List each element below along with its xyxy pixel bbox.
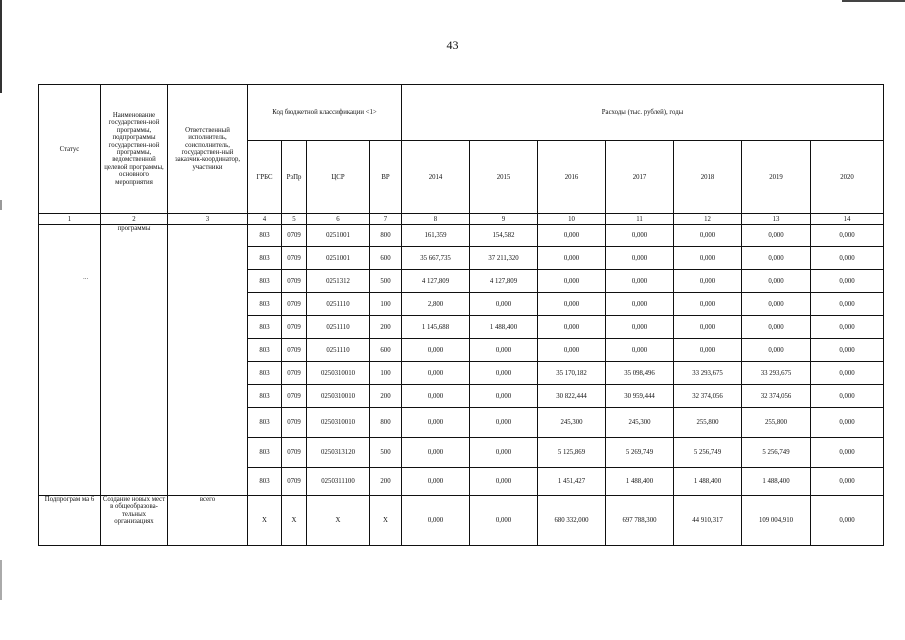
expense-value-2019: 0,000 bbox=[742, 225, 811, 247]
expense-value-2014: 0,000 bbox=[402, 362, 470, 385]
column-number: 5 bbox=[282, 214, 307, 225]
column-number: 13 bbox=[742, 214, 811, 225]
expense-value-2014: 0,000 bbox=[402, 468, 470, 496]
header-grbs: ГРБС bbox=[248, 141, 282, 214]
rzpr-cell: 0709 bbox=[282, 247, 307, 270]
expense-value-2014: 2,800 bbox=[402, 293, 470, 316]
row-status-cell bbox=[39, 225, 101, 496]
rzpr-cell: 0709 bbox=[282, 385, 307, 408]
expense-value-2018: 33 293,675 bbox=[674, 362, 742, 385]
row-name-cell: программы bbox=[101, 225, 168, 496]
expense-value-2019: 109 004,910 bbox=[742, 496, 811, 546]
expense-value-2016: 0,000 bbox=[538, 270, 606, 293]
csr-cell: 0250310010 bbox=[307, 362, 370, 385]
subprogram-row bbox=[39, 496, 884, 546]
grbs-cell: 803 bbox=[248, 408, 282, 438]
expense-value-2014: 0,000 bbox=[402, 438, 470, 468]
expense-value-2017: 5 269,749 bbox=[606, 438, 674, 468]
expense-value-2020: 0,000 bbox=[811, 316, 884, 339]
page-number: 43 bbox=[446, 38, 459, 52]
expense-value-2020: 0,000 bbox=[811, 293, 884, 316]
csr-cell: 0251312 bbox=[307, 270, 370, 293]
column-number-row bbox=[39, 214, 884, 225]
column-number: 1 bbox=[39, 214, 101, 225]
column-number: 14 bbox=[811, 214, 884, 225]
budget-expenses-table bbox=[38, 84, 884, 546]
grbs-cell: 803 bbox=[248, 316, 282, 339]
table-row bbox=[39, 225, 884, 247]
expense-value-2019: 0,000 bbox=[742, 339, 811, 362]
expense-value-2020: 0,000 bbox=[811, 438, 884, 468]
vr-cell: 600 bbox=[370, 339, 402, 362]
expense-value-2017: 30 959,444 bbox=[606, 385, 674, 408]
expense-value-2020: 0,000 bbox=[811, 362, 884, 385]
grbs-cell: 803 bbox=[248, 339, 282, 362]
expense-value-2019: 5 256,749 bbox=[742, 438, 811, 468]
rzpr-cell: 0709 bbox=[282, 468, 307, 496]
expense-value-2016: 1 451,427 bbox=[538, 468, 606, 496]
expense-value-2017: 697 788,300 bbox=[606, 496, 674, 546]
header-year-2018: 2018 bbox=[674, 141, 742, 214]
expense-value-2015: 0,000 bbox=[470, 408, 538, 438]
vr-cell: 200 bbox=[370, 316, 402, 339]
expense-value-2015: 0,000 bbox=[470, 293, 538, 316]
grbs-cell: Х bbox=[248, 496, 282, 546]
expense-value-2017: 0,000 bbox=[606, 247, 674, 270]
expense-value-2014: 161,359 bbox=[402, 225, 470, 247]
expense-value-2015: 0,000 bbox=[470, 496, 538, 546]
vr-cell: 600 bbox=[370, 247, 402, 270]
expense-value-2016: 245,300 bbox=[538, 408, 606, 438]
rzpr-cell: 0709 bbox=[282, 438, 307, 468]
expense-value-2015: 37 211,320 bbox=[470, 247, 538, 270]
csr-cell: 0250311100 bbox=[307, 468, 370, 496]
header-rzpr: РзПр bbox=[282, 141, 307, 214]
column-number: 9 bbox=[470, 214, 538, 225]
expense-value-2017: 35 098,496 bbox=[606, 362, 674, 385]
vr-cell: Х bbox=[370, 496, 402, 546]
expense-value-2015: 4 127,809 bbox=[470, 270, 538, 293]
expense-value-2016: 0,000 bbox=[538, 316, 606, 339]
expense-value-2015: 0,000 bbox=[470, 468, 538, 496]
expense-value-2018: 1 488,400 bbox=[674, 468, 742, 496]
expense-value-2017: 0,000 bbox=[606, 225, 674, 247]
header-budget-code: Код бюджетной классификации <1> bbox=[248, 85, 402, 141]
grbs-cell: 803 bbox=[248, 270, 282, 293]
expense-value-2018: 0,000 bbox=[674, 247, 742, 270]
expense-value-2019: 0,000 bbox=[742, 270, 811, 293]
rzpr-cell: 0709 bbox=[282, 362, 307, 385]
expense-value-2016: 680 332,000 bbox=[538, 496, 606, 546]
column-number: 6 bbox=[307, 214, 370, 225]
csr-cell: 0250310010 bbox=[307, 385, 370, 408]
header-year-2016: 2016 bbox=[538, 141, 606, 214]
expense-value-2017: 0,000 bbox=[606, 316, 674, 339]
expense-value-2014: 1 145,688 bbox=[402, 316, 470, 339]
vr-cell: 800 bbox=[370, 225, 402, 247]
subprogram-name-cell: Создание новых мест в общеобразова-тельных организациях bbox=[101, 496, 168, 546]
expense-value-2018: 5 256,749 bbox=[674, 438, 742, 468]
grbs-cell: 803 bbox=[248, 362, 282, 385]
header-year-2015: 2015 bbox=[470, 141, 538, 214]
subprogram-status-cell: Подпрограм ма 6 bbox=[39, 496, 101, 546]
expense-value-2015: 0,000 bbox=[470, 362, 538, 385]
csr-cell: Х bbox=[307, 496, 370, 546]
expense-value-2014: 0,000 bbox=[402, 496, 470, 546]
row-responsible-cell bbox=[168, 225, 248, 496]
expense-value-2017: 0,000 bbox=[606, 270, 674, 293]
column-number: 4 bbox=[248, 214, 282, 225]
csr-cell: 0251001 bbox=[307, 247, 370, 270]
expense-value-2020: 0,000 bbox=[811, 468, 884, 496]
expense-value-2019: 33 293,675 bbox=[742, 362, 811, 385]
expense-value-2015: 0,000 bbox=[470, 385, 538, 408]
expense-value-2018: 32 374,056 bbox=[674, 385, 742, 408]
vr-cell: 800 bbox=[370, 408, 402, 438]
expense-value-2015: 0,000 bbox=[470, 438, 538, 468]
column-number: 12 bbox=[674, 214, 742, 225]
expense-value-2016: 5 125,869 bbox=[538, 438, 606, 468]
header-expenses: Расходы (тыс. рублей), годы bbox=[402, 85, 884, 141]
grbs-cell: 803 bbox=[248, 247, 282, 270]
column-number: 7 bbox=[370, 214, 402, 225]
column-number: 10 bbox=[538, 214, 606, 225]
expense-value-2018: 44 910,317 bbox=[674, 496, 742, 546]
vr-cell: 500 bbox=[370, 270, 402, 293]
csr-cell: 0250310010 bbox=[307, 408, 370, 438]
expense-value-2014: 0,000 bbox=[402, 339, 470, 362]
csr-cell: 0251001 bbox=[307, 225, 370, 247]
rzpr-cell: 0709 bbox=[282, 339, 307, 362]
grbs-cell: 803 bbox=[248, 468, 282, 496]
expense-value-2020: 0,000 bbox=[811, 385, 884, 408]
header-responsible: Ответственный исполнитель, соисполнитель, государствен-ный заказчик-координатор, участники bbox=[168, 85, 248, 214]
expense-value-2016: 0,000 bbox=[538, 225, 606, 247]
expense-value-2014: 35 667,735 bbox=[402, 247, 470, 270]
expense-value-2014: 0,000 bbox=[402, 385, 470, 408]
csr-cell: 0250313120 bbox=[307, 438, 370, 468]
grbs-cell: 803 bbox=[248, 438, 282, 468]
expense-value-2020: 0,000 bbox=[811, 408, 884, 438]
expense-value-2019: 0,000 bbox=[742, 293, 811, 316]
side-dots: ... bbox=[83, 273, 89, 281]
scan-edge-mark-top bbox=[842, 0, 905, 2]
grbs-cell: 803 bbox=[248, 293, 282, 316]
header-status: Статус bbox=[39, 85, 101, 214]
expense-value-2016: 30 822,444 bbox=[538, 385, 606, 408]
expense-value-2014: 4 127,809 bbox=[402, 270, 470, 293]
vr-cell: 100 bbox=[370, 293, 402, 316]
expense-value-2017: 0,000 bbox=[606, 293, 674, 316]
expense-value-2016: 0,000 bbox=[538, 293, 606, 316]
header-year-2020: 2020 bbox=[811, 141, 884, 214]
expense-value-2018: 0,000 bbox=[674, 339, 742, 362]
rzpr-cell: 0709 bbox=[282, 225, 307, 247]
grbs-cell: 803 bbox=[248, 385, 282, 408]
expense-value-2019: 0,000 bbox=[742, 247, 811, 270]
csr-cell: 0251110 bbox=[307, 293, 370, 316]
expense-value-2019: 1 488,400 bbox=[742, 468, 811, 496]
expense-value-2016: 0,000 bbox=[538, 247, 606, 270]
column-number: 8 bbox=[402, 214, 470, 225]
header-year-2014: 2014 bbox=[402, 141, 470, 214]
expense-value-2017: 1 488,400 bbox=[606, 468, 674, 496]
expense-value-2016: 0,000 bbox=[538, 339, 606, 362]
expense-value-2020: 0,000 bbox=[811, 247, 884, 270]
expense-value-2020: 0,000 bbox=[811, 225, 884, 247]
expense-value-2015: 0,000 bbox=[470, 339, 538, 362]
expense-value-2020: 0,000 bbox=[811, 270, 884, 293]
column-number: 11 bbox=[606, 214, 674, 225]
expense-value-2017: 0,000 bbox=[606, 339, 674, 362]
table-body bbox=[39, 225, 884, 546]
column-number: 3 bbox=[168, 214, 248, 225]
header-csr: ЦСР bbox=[307, 141, 370, 214]
vr-cell: 200 bbox=[370, 385, 402, 408]
expense-value-2018: 0,000 bbox=[674, 316, 742, 339]
header-year-2017: 2017 bbox=[606, 141, 674, 214]
expense-value-2016: 35 170,182 bbox=[538, 362, 606, 385]
header-year-2019: 2019 bbox=[742, 141, 811, 214]
subprogram-responsible-cell: всего bbox=[168, 496, 248, 546]
expense-value-2019: 32 374,056 bbox=[742, 385, 811, 408]
rzpr-cell: 0709 bbox=[282, 293, 307, 316]
csr-cell: 0251110 bbox=[307, 339, 370, 362]
rzpr-cell: 0709 bbox=[282, 270, 307, 293]
vr-cell: 200 bbox=[370, 468, 402, 496]
expense-value-2019: 255,800 bbox=[742, 408, 811, 438]
vr-cell: 500 bbox=[370, 438, 402, 468]
expense-value-2018: 255,800 bbox=[674, 408, 742, 438]
expense-value-2020: 0,000 bbox=[811, 339, 884, 362]
rzpr-cell: 0709 bbox=[282, 316, 307, 339]
scan-edge-mark-left bbox=[0, 0, 2, 640]
header-vr: ВР bbox=[370, 141, 402, 214]
grbs-cell: 803 bbox=[248, 225, 282, 247]
expense-value-2018: 0,000 bbox=[674, 225, 742, 247]
expense-value-2018: 0,000 bbox=[674, 270, 742, 293]
rzpr-cell: 0709 bbox=[282, 408, 307, 438]
expense-value-2015: 1 488,400 bbox=[470, 316, 538, 339]
expense-value-2014: 0,000 bbox=[402, 408, 470, 438]
expense-value-2015: 154,582 bbox=[470, 225, 538, 247]
expense-value-2020: 0,000 bbox=[811, 496, 884, 546]
header-name: Наименование государствен-ной программы, подпрограммы государствен-ной программы, ведомственной целевой программы, основного мероприятия bbox=[101, 85, 168, 214]
vr-cell: 100 bbox=[370, 362, 402, 385]
rzpr-cell: Х bbox=[282, 496, 307, 546]
csr-cell: 0251110 bbox=[307, 316, 370, 339]
column-number: 2 bbox=[101, 214, 168, 225]
expense-value-2018: 0,000 bbox=[674, 293, 742, 316]
expense-value-2019: 0,000 bbox=[742, 316, 811, 339]
expense-value-2017: 245,300 bbox=[606, 408, 674, 438]
